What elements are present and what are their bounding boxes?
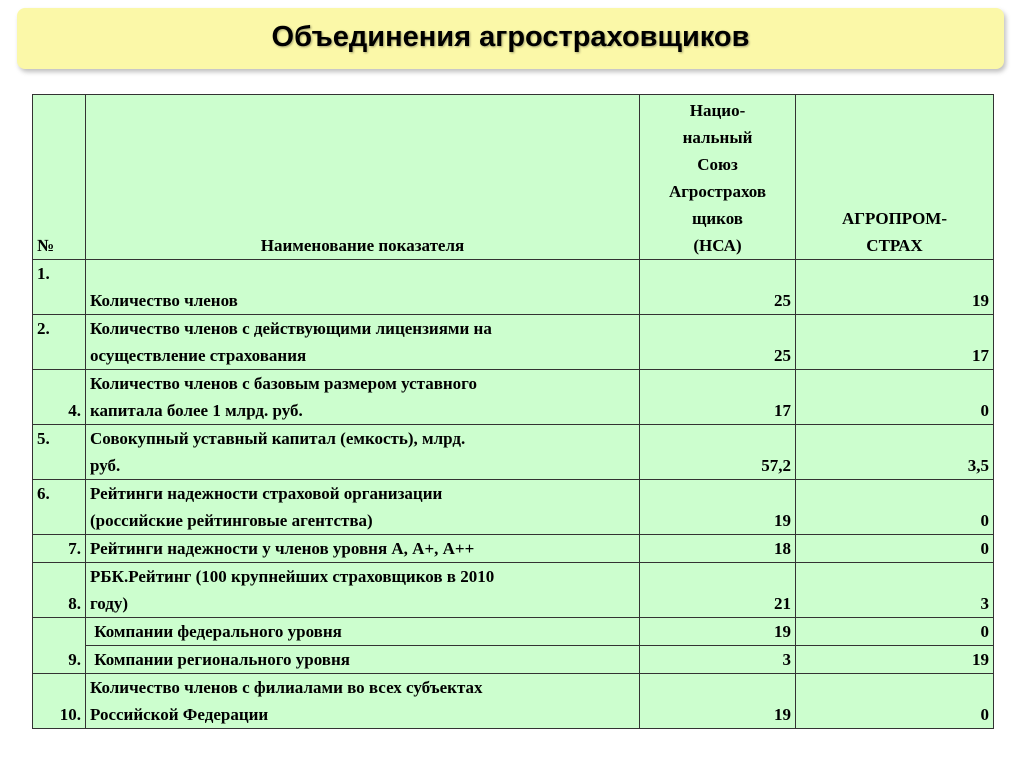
- header-nsa-line: (НСА): [693, 236, 742, 255]
- table-row: [33, 618, 994, 646]
- row-value-agroprom: 0: [796, 674, 994, 729]
- name-line: Компании регионального уровня: [90, 650, 350, 669]
- row-value-nsa: 19: [640, 674, 796, 729]
- row-number: 7.: [33, 535, 86, 563]
- row-value-nsa: 57,2: [640, 425, 796, 480]
- name-line: Компании федерального уровня: [90, 622, 342, 641]
- row-value-agroprom: 0: [796, 535, 994, 563]
- header-nsa-line: Союз: [697, 155, 738, 174]
- title-banner: [17, 8, 1004, 69]
- row-indicator-name: [86, 535, 640, 563]
- header-number: №: [33, 95, 86, 260]
- name-line: РБК.Рейтинг (100 крупнейших страховщиков в 2010: [90, 567, 495, 586]
- header-nsa-line: нальный: [682, 128, 753, 147]
- row-number: 9.: [33, 618, 86, 674]
- name-line: осуществление страхования: [90, 346, 307, 365]
- header-agroprom: [796, 95, 994, 260]
- name-line: Количество членов с базовым размером уставного: [90, 374, 477, 393]
- table-row: [33, 480, 994, 535]
- name-line: Количество членов: [90, 291, 238, 310]
- header-nsa: [640, 95, 796, 260]
- row-indicator-name: [86, 370, 640, 425]
- row-value-nsa: 25: [640, 260, 796, 315]
- row-indicator-name: [86, 480, 640, 535]
- row-value-agroprom: 19: [796, 646, 994, 674]
- table-row: [33, 674, 994, 729]
- row-number: 4.: [33, 370, 86, 425]
- table-row: [33, 535, 994, 563]
- name-line: Количество членов с действующими лицензиями на: [90, 319, 492, 338]
- row-value-nsa: 17: [640, 370, 796, 425]
- name-line: году): [90, 594, 129, 613]
- table-header-row: [33, 95, 994, 260]
- row-indicator-name: [86, 315, 640, 370]
- name-line: Российской Федерации: [90, 705, 269, 724]
- row-value-nsa: 19: [640, 618, 796, 646]
- header-nsa-line: Нацио-: [689, 101, 746, 120]
- table-row: [33, 260, 994, 315]
- row-value-nsa: 19: [640, 480, 796, 535]
- header-nsa-line: Агрострахов: [668, 182, 767, 201]
- row-value-nsa: 21: [640, 563, 796, 618]
- page-title: Объединения агростраховщиков: [271, 21, 750, 53]
- row-indicator-name: [86, 646, 640, 674]
- name-line: руб.: [90, 456, 121, 475]
- row-indicator-name: [86, 425, 640, 480]
- name-line: капитала более 1 млрд. руб.: [90, 401, 303, 420]
- row-value-nsa: 25: [640, 315, 796, 370]
- header-nsa-line: щиков: [692, 209, 743, 228]
- row-indicator-name: [86, 674, 640, 729]
- name-line: Количество членов с филиалами во всех субъектах: [90, 678, 483, 697]
- row-number: 6.: [33, 480, 86, 535]
- header-indicator-name: Наименование показателя: [86, 95, 640, 260]
- table-row: [33, 425, 994, 480]
- row-value-agroprom: 17: [796, 315, 994, 370]
- row-value-agroprom: 3: [796, 563, 994, 618]
- name-line: Рейтинги надежности страховой организации: [90, 484, 443, 503]
- row-indicator-name: [86, 563, 640, 618]
- name-line: Рейтинги надежности у членов уровня А, А+, А++: [90, 539, 475, 558]
- row-number: 10.: [33, 674, 86, 729]
- table-row: [33, 315, 994, 370]
- row-number: 1.: [33, 260, 86, 315]
- row-value-nsa: 3: [640, 646, 796, 674]
- row-value-nsa: 18: [640, 535, 796, 563]
- row-value-agroprom: 3,5: [796, 425, 994, 480]
- table-row: [33, 370, 994, 425]
- header-agroprom-line: СТРАХ: [866, 236, 923, 255]
- row-indicator-name: [86, 618, 640, 646]
- name-line: Совокупный уставный капитал (емкость), млрд.: [90, 429, 466, 448]
- name-line: [90, 260, 635, 287]
- row-indicator-name: [86, 260, 640, 315]
- header-agroprom-line: АГРОПРОМ-: [841, 209, 948, 228]
- table-row: [33, 563, 994, 618]
- name-line: (российские рейтинговые агентства): [90, 511, 373, 530]
- indicators-table: [32, 94, 994, 729]
- row-number: 8.: [33, 563, 86, 618]
- row-value-agroprom: 0: [796, 370, 994, 425]
- row-number: 5.: [33, 425, 86, 480]
- row-value-agroprom: 0: [796, 480, 994, 535]
- row-value-agroprom: 0: [796, 618, 994, 646]
- row-number: 2.: [33, 315, 86, 370]
- row-value-agroprom: 19: [796, 260, 994, 315]
- table-row: [33, 646, 994, 674]
